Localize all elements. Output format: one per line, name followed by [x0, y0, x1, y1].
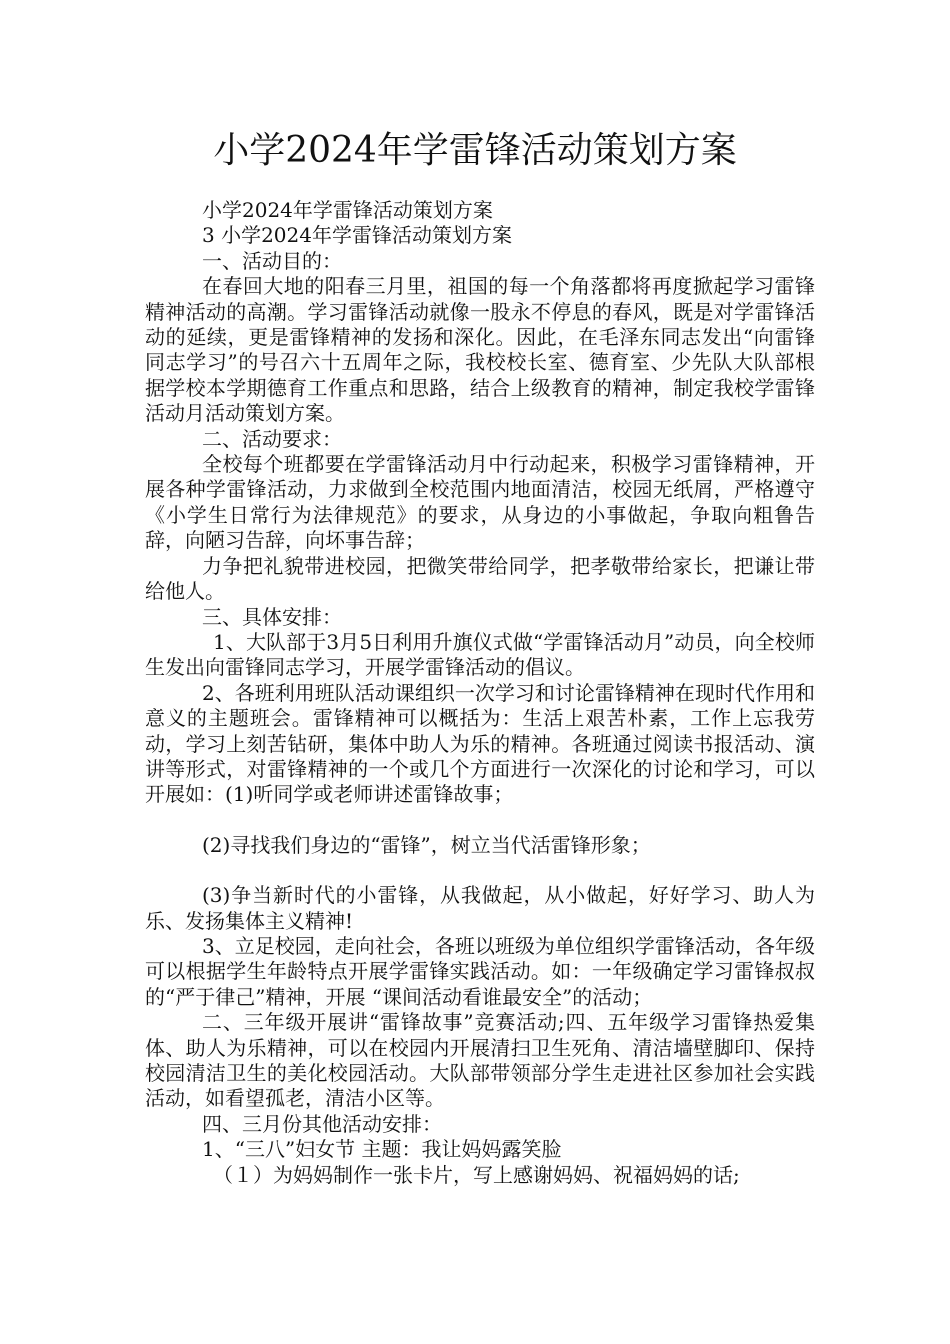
- paragraph-arrangement-grades: 二、三年级开展讲“雷锋故事”竞赛活动;四、五年级学习雷锋热爱集体、助人为乐精神，可以在校园内开展清扫卫生死角、清洁墙壁脚印、保持校园清洁卫生的美化校园活动。大队部带领部分学生走进社区参加社会实践活动，如看望孤老，清洁小区等。: [145, 1010, 815, 1111]
- paragraph-purpose: 在春回大地的阳春三月里，祖国的每一个角落都将再度掀起学习雷锋精神活动的高潮。学习雷锋活动就像一股永不停息的春风，既是对学雷锋活动的延续，更是雷锋精神的发扬和深化。因此，在毛泽东同志发出“向雷锋同志学习”的号召六十五周年之际，我校校长室、德育室、少先队大队部根据学校本学期德育工作重点和思路，结合上级教育的精神，制定我校学雷锋活动月活动策划方案。: [145, 274, 815, 426]
- section-heading-purpose: 一、活动目的：: [202, 248, 342, 273]
- paragraph-subtitle: 小学2024年学雷锋活动策划方案: [202, 198, 493, 222]
- document-body: [145, 198, 815, 1188]
- section-heading-requirements: 二、活动要求：: [202, 426, 342, 451]
- document-title: 小学2024年学雷锋活动策划方案: [213, 130, 737, 171]
- paragraph-arrangement-2-item-2: (2)寻找我们身边的“雷锋”，树立当代活雷锋形象；: [202, 832, 651, 857]
- paragraph-womens-day-item-1: （１）为妈妈制作一张卡片，写上感谢妈妈、祝福妈妈的话;: [213, 1162, 740, 1187]
- paragraph-arrangement-2: 2、各班利用班队活动课组织一次学习和讨论雷锋精神在现时代作用和意义的主题班会。雷锋精神可以概括为：生活上艰苦朴素，工作上忘我劳动，学习上刻苦钻研，集体中助人为乐的精神。各班通过阅读书报活动、演讲等形式，对雷锋精神的一个或几个方面进行一次深化的讨论和学习，可以开展如：(1)听同学或老师讲述雷锋故事；: [145, 680, 815, 807]
- paragraph-womens-day: 1、“三八”妇女节 主题：我让妈妈露笑脸: [202, 1137, 562, 1162]
- paragraph-courtesy: 力争把礼貌带进校园，把微笑带给同学，把孝敬带给家长，把谦让带给他人。: [145, 553, 815, 604]
- section-heading-arrangements: 三、具体安排：: [202, 604, 342, 629]
- paragraph-arrangement-1: 1、大队部于3月5日利用升旗仪式做“学雷锋活动月”动员，向全校师生发出向雷锋同志学习，开展学雷锋活动的倡议。: [145, 629, 815, 680]
- paragraph-arrangement-3: 3、立足校园，走向社会，各班以班级为单位组织学雷锋活动，各年级可以根据学生年龄特点开展学雷锋实践活动。如：一年级确定学习雷锋叔叔的“严于律己”精神，开展 “课间活动看谁最安全”的活动；: [145, 933, 815, 1009]
- paragraph-subtitle-numbered: 3 小学2024年学雷锋活动策划方案: [202, 223, 512, 248]
- section-heading-other-activities: 四、三月份其他活动安排：: [202, 1111, 442, 1136]
- paragraph-arrangement-2-item-3: (3)争当新时代的小雷锋，从我做起，从小做起，好好学习、助人为乐、发扬集体主义精神!: [145, 883, 815, 933]
- paragraph-requirements: 全校每个班都要在学雷锋活动月中行动起来，积极学习雷锋精神，开展各种学雷锋活动，力求做到全校范围内地面清洁，校园无纸屑，严格遵守《小学生日常行为法律规范》的要求，从身边的小事做起，争取向粗鲁告辞，向陋习告辞，向坏事告辞；: [145, 452, 815, 553]
